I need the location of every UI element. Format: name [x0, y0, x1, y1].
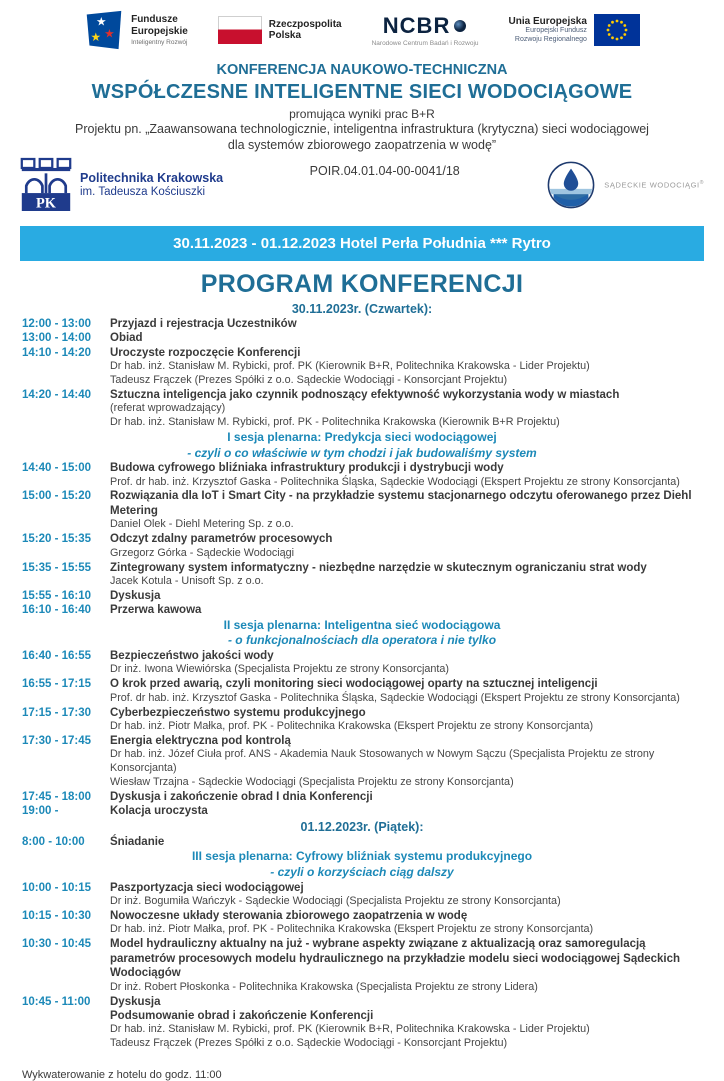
svg-text:PK: PK [36, 194, 56, 211]
schedule-row [0, 649, 724, 677]
talk-detail: Dr hab. inż. Stanisław M. Rybicki, prof. PK (Kierownik B+R, Politechnika Krakowska - Lider Projektu) [110, 360, 590, 373]
time-cell: 13:00 - 14:00 [22, 332, 92, 345]
talk-cell [110, 589, 724, 603]
ncbr-sphere-icon [453, 19, 467, 33]
poland-flag-icon [218, 16, 262, 44]
fundusze-europejskie-flag-icon [84, 10, 124, 50]
pk-crest-icon [20, 156, 72, 214]
schedule-row [0, 589, 724, 603]
session-header-line2: - czyli o korzyściach ciąg dalszy [270, 865, 454, 880]
eu-line1: Unia Europejska [508, 15, 587, 27]
talk-cell [110, 881, 724, 909]
pk-name-line1: Politechnika Krakowska [80, 170, 224, 185]
talk-title: Obiad [110, 332, 143, 345]
session-header-line1: I sesja plenarna: Predykcja sieci wodociągowej [227, 429, 497, 444]
eu-flag-icon [594, 14, 640, 46]
talk-title: Energia elektryczna pod kontrolą [110, 734, 291, 747]
time-cell: 19:00 - [22, 805, 59, 818]
talk-detail: Dr hab. inż. Józef Ciuła prof. ANS - Akademia Nauk Stosowanych w Nowym Sączu (Specjalista Projektu ze strony Konsorcjanta) [110, 748, 655, 775]
svg-text:★: ★ [90, 29, 102, 44]
talk-cell [110, 706, 724, 734]
talk-cell [110, 649, 724, 677]
logo-unia-europejska [509, 14, 640, 46]
talk-cell [110, 804, 724, 818]
schedule-row [0, 489, 724, 532]
talk-detail: Dr inż. Bogumiła Wańczyk - Sądeckie Wodociągi (Specjalista Projektu ze strony Konsorcjanta) [110, 895, 561, 908]
time-cell: 10:45 - 11:00 [22, 995, 91, 1008]
talk-cell [110, 331, 724, 345]
fundusze-line2: Europejskie [131, 25, 188, 37]
pk-name-line2: im. Tadeusza Kościuszki [80, 186, 206, 199]
talk-title: Cyberbezpieczeństwo systemu produkcyjnego [110, 706, 366, 719]
project-name-line1: Projektu pn. „Zaawansowana technologicznie, inteligentna infrastruktura (krytyczna) sieci wodociągowej [75, 122, 649, 136]
talk-detail: (referat wprowadzający) [110, 402, 226, 415]
time-cell: 16:55 - 17:15 [22, 678, 92, 691]
talk-title: Sztuczna inteligencja jako czynnik podnoszący efektywność wykorzystania wody w miastach [110, 388, 620, 401]
partner-logos-band [20, 156, 704, 214]
poland-line1: Rzeczpospolita [268, 18, 342, 30]
schedule-row [0, 603, 724, 617]
eu-funding-logos-strip [0, 0, 724, 54]
talk-title: Model hydrauliczny aktualny na już - wybrane aspekty związane z aktualizacją oraz samoregulacją parametrów procesowych modelu hydraulicznego na przykładzie modelu sieci wodociągowej Sądeckich Wodociągów [110, 938, 681, 980]
talk-cell [110, 995, 724, 1052]
talk-title: Śniadanie [110, 835, 165, 848]
time-cell: 15:00 - 15:20 [22, 490, 92, 503]
schedule-row [0, 790, 724, 804]
talk-detail: Tadeusz Frączek (Prezes Spółki z o.o. Sądeckie Wodociągi - Konsorcjant Projektu) [110, 374, 508, 387]
schedule-row [0, 677, 724, 705]
talk-title: Nowoczesne układy sterowania zbiorowego zaopatrzenia w wodę [110, 909, 468, 922]
session-header-line2: - o funkcjonalnościach dla operatora i nie tylko [227, 633, 497, 648]
talk-cell [110, 388, 724, 430]
schedule-row [0, 532, 724, 560]
poland-line2: Polska [268, 30, 302, 41]
eu-sub1: Europejski Fundusz [525, 27, 587, 35]
talk-cell [110, 790, 724, 804]
schedule-row [0, 881, 724, 909]
time-cell: 14:20 - 14:40 [22, 388, 92, 401]
project-code: POIR.04.01.04-00-0041/18 [309, 163, 460, 178]
talk-cell [110, 734, 724, 790]
fundusze-line1: Fundusze [131, 14, 178, 25]
talk-cell [110, 603, 724, 617]
talk-cell [110, 532, 724, 560]
schedule-row [0, 706, 724, 734]
talk-title: Rozwiązania dla IoT i Smart City - na przykładzie systemu stacjonarnego odczytu oferowanego przez Diehl Metering [110, 490, 692, 517]
talk-title: Budowa cyfrowego bliźniaka infrastruktury produkcji i dystrybucji wody [110, 462, 504, 475]
talk-title: Dyskusja [110, 589, 161, 602]
talk-cell [110, 317, 724, 331]
time-cell: 10:00 - 10:15 [22, 881, 92, 894]
talk-cell [110, 835, 724, 849]
talk-detail: Jacek Kotula - Unisoft Sp. z o.o. [110, 574, 264, 587]
time-cell: 14:10 - 14:20 [22, 346, 92, 359]
conference-title: WSPÓŁCZESNE INTELIGENTNE SIECI WODOCIĄGOWE [91, 81, 633, 103]
schedule-row [0, 995, 724, 1052]
program-heading: PROGRAM KONFERENCJI [200, 269, 524, 298]
time-cell: 14:40 - 15:00 [22, 462, 92, 475]
talk-detail: Dr hab. inż. Stanisław M. Rybicki, prof. PK (Kierownik B+R, Politechnika Krakowska - Lider Projektu) [110, 1023, 590, 1036]
schedule-list [0, 301, 724, 1052]
conference-subtitle: promująca wyniki prac B+R [289, 107, 435, 121]
schedule-row [0, 331, 724, 345]
time-cell: 17:15 - 17:30 [22, 706, 92, 719]
logo-rzeczpospolita-polska [218, 16, 342, 44]
schedule-row [0, 909, 724, 937]
checkout-note: Wykwaterowanie z hotelu do godz. 11:00 [22, 1069, 222, 1081]
talk-detail: Prof. dr hab. inż. Krzysztof Gaska - Politechnika Śląska, Sądeckie Wodociągi (Ekspert Projektu ze strony Konsorcjanta) [110, 691, 680, 704]
talk-title: Dyskusja i zakończenie obrad I dnia Konferencji [110, 790, 373, 803]
time-cell: 16:40 - 16:55 [22, 649, 92, 662]
eu-sub2: Rozwoju Regionalnego [514, 35, 587, 43]
logo-ncbr [372, 13, 479, 47]
fundusze-sub: Inteligentny Rozwój [131, 39, 188, 46]
talk-detail: Dr hab. inż. Piotr Małka, prof. PK - Politechnika Krakowska (Ekspert Projektu ze strony Konsorcjanta) [110, 720, 594, 733]
time-cell: 12:00 - 13:00 [22, 317, 92, 330]
time-cell: 15:20 - 15:35 [22, 533, 92, 546]
talk-cell [110, 346, 724, 388]
schedule-row [0, 937, 724, 994]
time-cell: 15:55 - 16:10 [22, 589, 92, 602]
talk-title: Uroczyste rozpoczęcie Konferencji [110, 346, 301, 359]
schedule-row [0, 734, 724, 790]
sw-label: SĄDECKIE WODOCIĄGI® [604, 179, 704, 190]
talk-detail: Dr inż. Iwona Wiewiórska (Specjalista Projektu ze strony Konsorcjanta) [110, 663, 450, 676]
time-cell: 8:00 - 10:00 [22, 835, 85, 848]
talk-title: Dyskusja [110, 995, 161, 1008]
talk-detail: Prof. dr hab. inż. Krzysztof Gaska - Politechnika Śląska, Sądeckie Wodociągi (Ekspert Projektu ze strony Konsorcjanta) [110, 475, 680, 488]
time-cell: 10:30 - 10:45 [22, 938, 92, 951]
ncbr-sub: Narodowe Centrum Badań i Rozwoju [371, 40, 479, 47]
project-name-line2: dla systemów zbiorowego zaopatrzenia w wodę” [227, 138, 497, 153]
schedule-row [0, 317, 724, 331]
talk-cell [110, 909, 724, 937]
time-cell: 17:45 - 18:00 [22, 790, 92, 803]
time-cell: 17:30 - 17:45 [22, 734, 92, 747]
schedule-day-header: 01.12.2023r. (Piątek): [300, 819, 424, 834]
talk-detail: Grzegorz Górka - Sądeckie Wodociągi [110, 546, 295, 559]
talk-title: Bezpieczeństwo jakości wody [110, 649, 274, 662]
talk-detail: Wiesław Trzajna - Sądeckie Wodociągi (Specjalista Projektu ze strony Konsorcjanta) [110, 775, 514, 788]
schedule-row [0, 461, 724, 489]
conference-kicker: KONFERENCJA NAUKOWO-TECHNICZNA [216, 62, 508, 78]
talk-title: Przyjazd i rejestracja Uczestników [110, 317, 297, 330]
schedule-row [0, 388, 724, 430]
talk-title: O krok przed awarią, czyli monitoring sieci wodociągowej oparty na sztucznej inteligencji [110, 678, 598, 691]
ncbr-abbr: NCBR [382, 13, 451, 38]
logo-fundusze-europejskie [84, 10, 188, 50]
talk-title: Kolacja uroczysta [110, 805, 208, 818]
schedule-row [0, 346, 724, 388]
schedule-row [0, 561, 724, 589]
logo-sadeckie-wodociagi [546, 160, 704, 210]
talk-cell [110, 561, 724, 589]
talk-cell [110, 937, 724, 994]
session-header-line2: - czyli o co właściwie w tym chodzi i jak budowaliśmy system [187, 445, 537, 460]
sadeckie-wodociagi-icon [546, 160, 596, 210]
session-header-line1: II sesja plenarna: Inteligentna sieć wodociągowa [223, 617, 501, 632]
talk-cell [110, 461, 724, 489]
session-header-line1: III sesja plenarna: Cyfrowy bliźniak systemu produkcyjnego [191, 849, 533, 864]
time-cell: 15:35 - 15:55 [22, 561, 92, 574]
svg-text:★: ★ [104, 26, 115, 41]
date-venue-banner: 30.11.2023 - 01.12.2023 Hotel Perła Południa *** Rytro [20, 226, 704, 261]
talk-title: Odczyt zdalny parametrów procesowych [110, 533, 333, 546]
talk-detail: Dr hab. inż. Piotr Małka, prof. PK - Politechnika Krakowska (Ekspert Projektu ze strony Konsorcjanta) [110, 923, 594, 936]
schedule-row [0, 804, 724, 818]
talk-cell [110, 677, 724, 705]
talk-title: Zintegrowany system informatyczny - niezbędne narzędzie w skutecznym ograniczaniu strat wody [110, 561, 647, 574]
talk-title: Przerwa kawowa [110, 604, 202, 617]
schedule-row [0, 835, 724, 849]
talk-title: Paszportyzacja sieci wodociągowej [110, 881, 304, 894]
talk-title-secondary: Podsumowanie obrad i zakończenie Konferencji [110, 1010, 374, 1022]
time-cell: 10:15 - 10:30 [22, 909, 92, 922]
talk-cell [110, 489, 724, 532]
logo-politechnika-krakowska [20, 156, 223, 214]
schedule-day-header: 30.11.2023r. (Czwartek): [291, 301, 433, 316]
registered-mark: ® [699, 179, 704, 186]
time-cell: 16:10 - 16:40 [22, 604, 92, 617]
talk-detail: Daniel Olek - Diehl Metering Sp. z o.o. [110, 518, 294, 531]
talk-detail: Dr hab. inż. Stanisław M. Rybicki, prof. PK - Politechnika Krakowska (Kierownik B+R Projektu) [110, 416, 560, 429]
svg-text:★: ★ [96, 14, 107, 29]
talk-detail: Tadeusz Frączek (Prezes Spółki z o.o. Sądeckie Wodociągi - Konsorcjant Projektu) [110, 1037, 508, 1050]
talk-detail: Dr inż. Robert Płoskonka - Politechnika Krakowska (Specjalista Projektu ze strony Lidera) [110, 980, 538, 993]
